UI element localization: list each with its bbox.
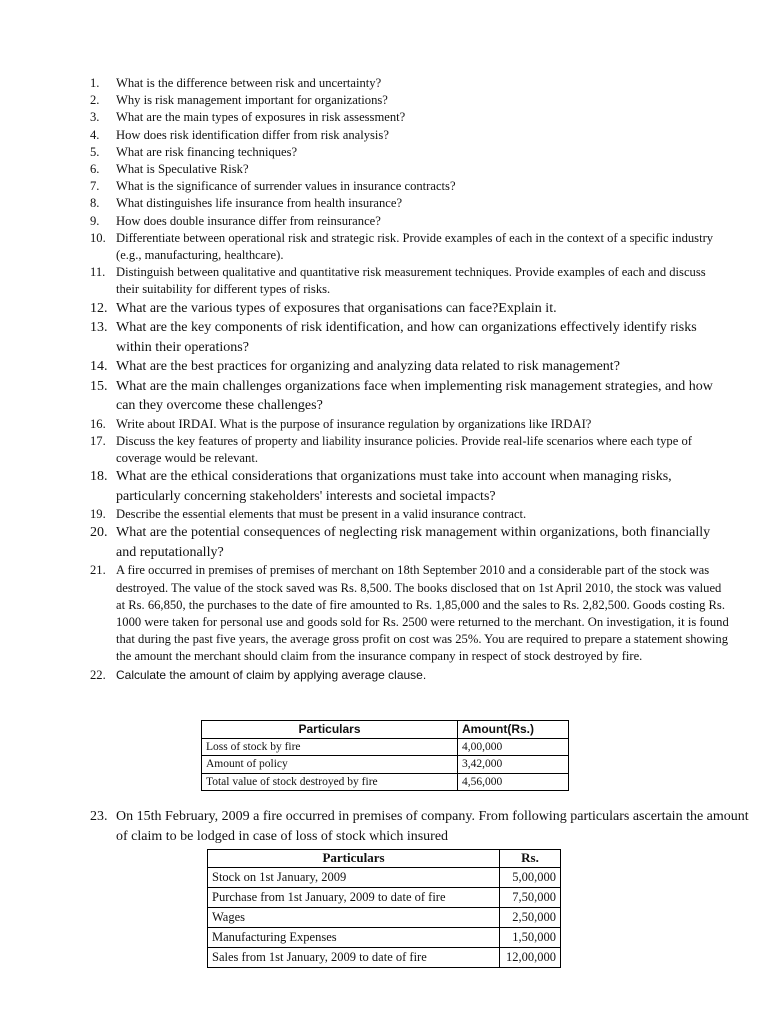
question-item — [90, 195, 730, 212]
question-text: What are the potential consequences of neglecting risk management within organizations, both financially and reputationally? — [116, 525, 711, 560]
question-item — [90, 506, 730, 523]
question-text: What are the key components of risk identification, and how can organizations effectively identify risks within their operations? — [116, 320, 697, 355]
question-number: 4. — [90, 127, 100, 142]
amount-cell: 4,00,000 — [458, 738, 569, 756]
question-list — [90, 75, 730, 684]
question-number: 21. — [90, 563, 106, 578]
column-header-particulars: Particulars — [202, 721, 458, 739]
table-row — [208, 947, 561, 967]
table-row — [202, 756, 569, 774]
question-item — [90, 230, 730, 264]
question-text: How does risk identification differ from risk analysis? — [116, 127, 389, 142]
question-number: 5. — [90, 144, 100, 159]
question-item — [90, 433, 730, 467]
question-text: On 15th February, 2009 a fire occurred in premises of company. From following particulars ascertain the amount of claim to be lodged in case of loss of stock which insured — [116, 809, 749, 844]
question-item — [90, 299, 730, 319]
amount-cell: 3,42,000 — [458, 756, 569, 774]
question-text: Differentiate between operational risk and strategic risk. Provide examples of each in the context of a specific industry (e.g., manufacturing, healthcare). — [116, 230, 714, 263]
column-header-amount: Amount(Rs.) — [458, 721, 569, 739]
amount-cell: 2,50,000 — [500, 907, 561, 927]
question-number: 6. — [90, 162, 100, 177]
particular-cell: Sales from 1st January, 2009 to date of fire — [208, 947, 500, 967]
amount-cell: 7,50,000 — [500, 887, 561, 907]
question-item — [90, 264, 730, 298]
amount-cell: 1,50,000 — [500, 927, 561, 947]
question-number: 8. — [90, 196, 100, 211]
table-row — [208, 887, 561, 907]
question-text: Distinguish between qualitative and quantitative risk measurement techniques. Provide examples of each and discuss their suitability for different types of risks. — [116, 265, 706, 297]
question-number: 18. — [90, 469, 108, 485]
average-clause-table — [201, 720, 569, 791]
question-number: 11. — [90, 265, 106, 280]
question-item — [90, 807, 756, 846]
stock-particulars-table — [207, 849, 561, 968]
question-number: 17. — [90, 433, 106, 448]
question-item — [90, 92, 730, 109]
particular-cell: Amount of policy — [202, 756, 458, 774]
question-number: 14. — [90, 359, 108, 375]
question-number: 16. — [90, 416, 106, 431]
table-header-row — [202, 721, 569, 739]
question-item — [90, 467, 730, 506]
question-item — [90, 144, 730, 161]
question-item — [90, 75, 730, 92]
question-item — [90, 213, 730, 230]
particular-cell: Wages — [208, 907, 500, 927]
column-header-particulars: Particulars — [208, 850, 500, 868]
column-header-amount: Rs. — [500, 850, 561, 868]
question-number: 22. — [90, 667, 106, 682]
question-text: What is Speculative Risk? — [116, 162, 249, 177]
question-item — [90, 109, 730, 126]
table-row — [202, 773, 569, 791]
question-text: Discuss the key features of property and liability insurance policies. Provide real-life scenarios where each type of coverage would be relevant. — [116, 433, 692, 466]
table-row — [202, 738, 569, 756]
question-text: Calculate the amount of claim by applying average clause. — [116, 667, 427, 682]
table-row — [208, 927, 561, 947]
particular-cell: Purchase from 1st January, 2009 to date of fire — [208, 887, 500, 907]
amount-cell: 5,00,000 — [500, 867, 561, 887]
question-item — [90, 161, 730, 178]
table-row — [208, 907, 561, 927]
question-item — [90, 357, 730, 377]
amount-cell: 12,00,000 — [500, 947, 561, 967]
table-header-row — [208, 850, 561, 868]
question-item — [90, 523, 730, 562]
question-text: What is the significance of surrender values in insurance contracts? — [116, 179, 456, 194]
question-number: 2. — [90, 93, 100, 108]
question-text: What are the main challenges organizations face when implementing risk management strategies, and how can they overcome these challenges? — [116, 378, 713, 414]
particular-cell: Loss of stock by fire — [202, 738, 458, 756]
question-item — [90, 377, 730, 416]
question-number: 7. — [90, 179, 100, 194]
particular-cell: Manufacturing Expenses — [208, 927, 500, 947]
question-item — [90, 667, 730, 684]
question-text: What are the best practices for organizing and analyzing data related to risk management? — [116, 359, 620, 375]
question-item — [90, 562, 730, 665]
question-number: 15. — [90, 378, 108, 394]
question-number: 23. — [90, 809, 108, 824]
question-text: What are the ethical considerations that organizations must take into account when managing risks, particularly concerning stakeholders' interests and societal impacts? — [116, 469, 672, 504]
amount-cell: 4,56,000 — [458, 773, 569, 791]
particular-cell: Total value of stock destroyed by fire — [202, 773, 458, 791]
question-text: How does double insurance differ from reinsurance? — [116, 213, 381, 228]
question-text: What is the difference between risk and uncertainty? — [116, 76, 382, 90]
question-number: 19. — [90, 507, 106, 522]
question-text: Describe the essential elements that must be present in a valid insurance contract. — [116, 507, 527, 522]
question-number: 9. — [90, 213, 100, 228]
question-text: Why is risk management important for organizations? — [116, 93, 388, 108]
question-number: 13. — [90, 320, 108, 336]
question-text: What are the main types of exposures in risk assessment? — [116, 110, 406, 125]
question-text: What distinguishes life insurance from health insurance? — [116, 196, 403, 211]
question-text: A fire occurred in premises of premises of merchant on 18th September 2010 and a considerable part of the stock was destroyed. The value of the stock saved was Rs. 8,500. The books disclosed that on 1st April 2010, the stock was valued at Rs. 66,850, the purchases to the date of fire amounted to Rs. 1,85,000 and the sales to Rs. 2,82,500. Goods costing Rs. 1000 were taken for personal use and goods sold for Rs. 2500 were returned to the merchant. On investigation, it is found that during the past five years, the average gross profit on cost was 25%. You are required to prepare a statement showing the amount the merchant should claim from the insurance company in respect of stock destroyed by fire. — [116, 563, 729, 664]
question-item — [90, 127, 730, 144]
question-number: 12. — [90, 300, 108, 316]
question-item — [90, 318, 730, 357]
question-number: 3. — [90, 110, 100, 125]
question-number: 1. — [90, 76, 100, 90]
question-text: What are the various types of exposures that organisations can face?Explain it. — [116, 300, 557, 316]
question-number: 10. — [90, 230, 106, 245]
question-text: What are risk financing techniques? — [116, 144, 298, 159]
question-item — [90, 416, 730, 433]
question-number: 20. — [90, 525, 108, 541]
particular-cell: Stock on 1st January, 2009 — [208, 867, 500, 887]
table-row — [208, 867, 561, 887]
question-item — [90, 178, 730, 195]
question-text: Write about IRDAI. What is the purpose of insurance regulation by organizations like IRDAI? — [116, 416, 592, 431]
